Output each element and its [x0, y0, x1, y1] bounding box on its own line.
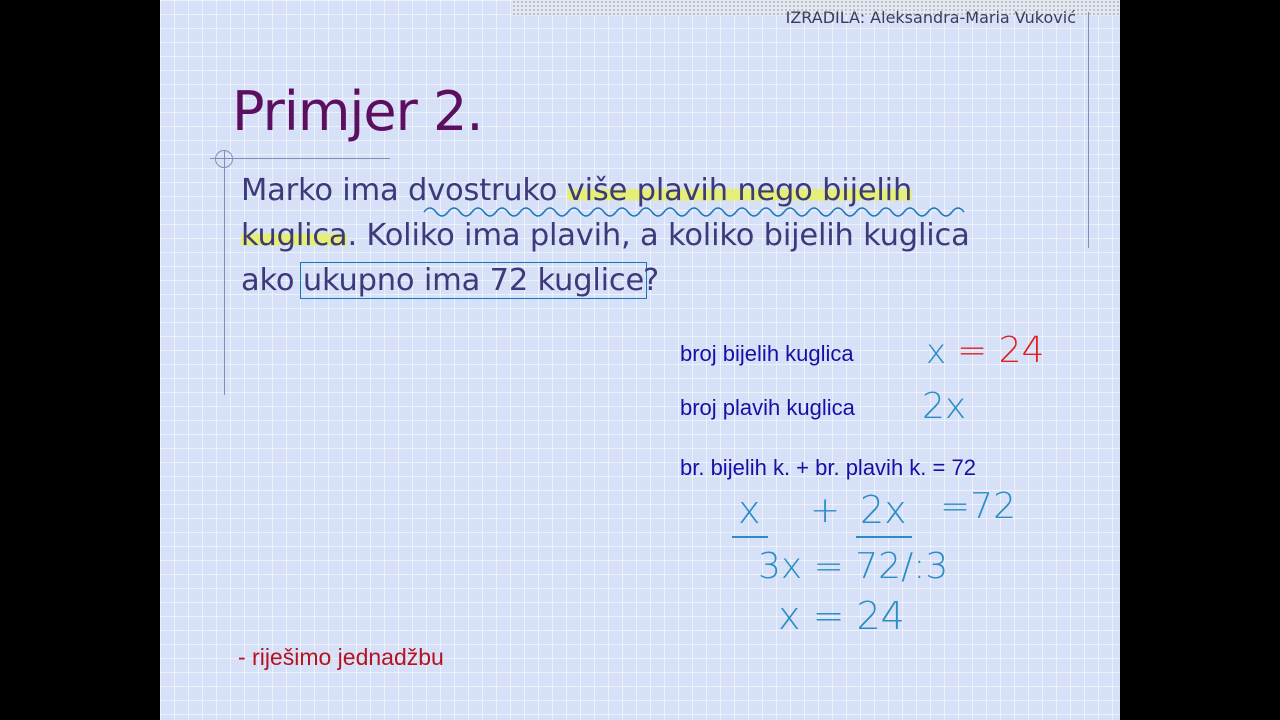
- decor-line-right: [1088, 12, 1089, 248]
- hw-white-eq: = 24: [957, 330, 1045, 371]
- problem-highlight: više plavih nego bijelih: [566, 173, 913, 208]
- hw-eq-2x: 2x: [860, 488, 907, 532]
- label-sum: br. bijelih k. + br. plavih k. = 72: [680, 455, 976, 480]
- slide-title: Primjer 2.: [232, 80, 483, 143]
- hw-step-x24: x = 24: [778, 594, 905, 638]
- hw-white-x: x: [926, 332, 947, 372]
- wavy-underline: [422, 200, 974, 220]
- hw-eq-72: =72: [940, 486, 1016, 527]
- problem-text: [241, 168, 1061, 303]
- problem-dvostruko: dvostruko: [408, 173, 567, 208]
- slide: [160, 0, 1120, 720]
- hw-step-3x: 3x = 72/:3: [758, 546, 949, 587]
- decor-line-horizontal: [210, 158, 390, 159]
- problem-highlight-kuglica: kuglica: [241, 218, 348, 253]
- problem-part: ?: [643, 263, 660, 298]
- note-solve-equation: - riješimo jednadžbu: [238, 644, 444, 670]
- problem-boxed-total: ukupno ima 72 kuglice: [300, 262, 647, 299]
- problem-part: ako: [241, 263, 304, 298]
- problem-part: Marko ima: [241, 173, 409, 208]
- decor-line-left: [224, 150, 225, 395]
- crosshair-icon: [215, 150, 233, 168]
- problem-part: . Koliko ima plavih, a koliko bijelih kuglica: [347, 218, 970, 253]
- author-credit: IZRADILA: Aleksandra-Maria Vuković: [785, 8, 1076, 27]
- hw-eq-x: x: [738, 488, 761, 532]
- label-white-balls: broj bijelih kuglica: [680, 341, 854, 366]
- hw-eq-plus: +: [810, 490, 841, 531]
- label-blue-balls: broj plavih kuglica: [680, 395, 855, 420]
- hw-blue-2x: 2x: [922, 386, 967, 427]
- underline-x: [732, 536, 768, 538]
- underline-2x: [856, 536, 912, 538]
